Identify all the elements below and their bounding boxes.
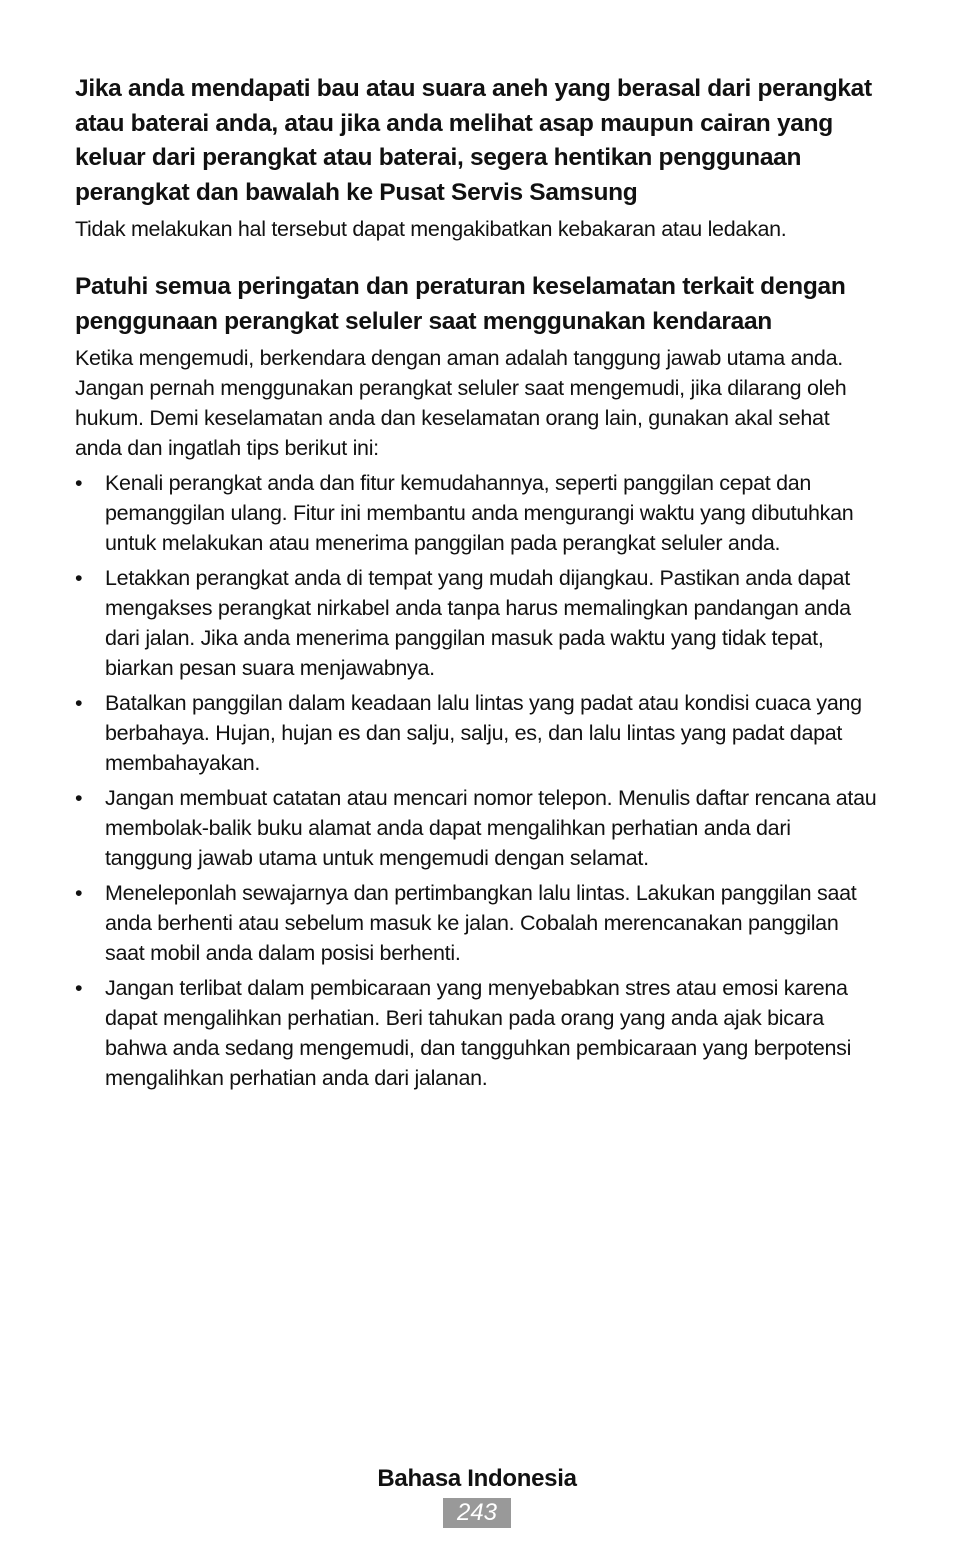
list-item-text: Meneleponlah sewajarnya dan pertimbangkan lalu lintas. Lakukan panggilan saat anda berhenti atau sebelum masuk ke jalan. Cobalah merencanakan panggilan saat mobil anda dalam posisi berhenti.	[105, 881, 857, 965]
section-body-device-odor: Tidak melakukan hal tersebut dapat mengakibatkan kebakaran atau ledakan.	[75, 217, 787, 241]
bullet-icon: •	[75, 566, 83, 590]
document-content	[75, 72, 880, 1093]
footer-language: Bahasa Indonesia	[377, 1465, 577, 1492]
list-item	[75, 563, 880, 683]
list-item-text: Jangan membuat catatan atau mencari nomor telepon. Menulis daftar rencana atau membolak-balik buku alamat anda dapat mengalihkan perhatian anda dari tanggung jawab utama untuk mengemudi dengan selamat.	[105, 786, 877, 870]
section-heading-device-odor: Jika anda mendapati bau atau suara aneh yang berasal dari perangkat atau baterai anda, atau jika anda melihat asap maupun cairan yang keluar dari perangkat atau baterai, segera hentikan penggunaan perangkat dan bawalah ke Pusat Servis Samsung	[75, 75, 872, 206]
list-item	[75, 468, 880, 558]
section-body-vehicle-safety: Ketika mengemudi, berkendara dengan aman adalah tanggung jawab utama anda. Jangan pernah menggunakan perangkat seluler saat mengemudi, jika dilarang oleh hukum. Demi keselamatan anda dan keselamatan orang lain, gunakan akal sehat anda dan ingatlah tips berikut ini:	[75, 346, 847, 460]
bullet-icon: •	[75, 471, 83, 495]
list-item-text: Letakkan perangkat anda di tempat yang mudah dijangkau. Pastikan anda dapat mengakses perangkat nirkabel anda tanpa harus memalingkan pandangan anda dari jalan. Jika anda menerima panggilan masuk pada waktu yang tidak tepat, biarkan pesan suara menjawabnya.	[105, 566, 851, 680]
page-number-badge: 243	[443, 1498, 511, 1528]
list-item-text: Jangan terlibat dalam pembicaraan yang menyebabkan stres atau emosi karena dapat mengalihkan perhatian. Beri tahukan pada orang yang anda ajak bicara bahwa anda sedang mengemudi, dan tangguhkan pembicaraan yang berpotensi mengalihkan perhatian anda dari jalanan.	[105, 976, 852, 1090]
list-item	[75, 783, 880, 873]
driving-tips-list	[75, 468, 880, 1093]
list-item	[75, 973, 880, 1093]
list-item-text: Batalkan panggilan dalam keadaan lalu lintas yang padat atau kondisi cuaca yang berbahaya. Hujan, hujan es dan salju, salju, es, dan lalu lintas yang padat dapat membahayakan.	[105, 691, 862, 775]
list-item-text: Kenali perangkat anda dan fitur kemudahannya, seperti panggilan cepat dan pemanggilan ulang. Fitur ini membantu anda mengurangi waktu yang dibutuhkan untuk melakukan atau menerima panggilan pada perangkat seluler anda.	[105, 471, 854, 555]
list-item	[75, 878, 880, 968]
page-footer	[0, 1462, 954, 1528]
bullet-icon: •	[75, 881, 83, 905]
bullet-icon: •	[75, 976, 83, 1000]
list-item	[75, 688, 880, 778]
bullet-icon: •	[75, 786, 83, 810]
bullet-icon: •	[75, 691, 83, 715]
section-heading-vehicle-safety: Patuhi semua peringatan dan peraturan keselamatan terkait dengan penggunaan perangkat seluler saat menggunakan kendaraan	[75, 273, 846, 335]
